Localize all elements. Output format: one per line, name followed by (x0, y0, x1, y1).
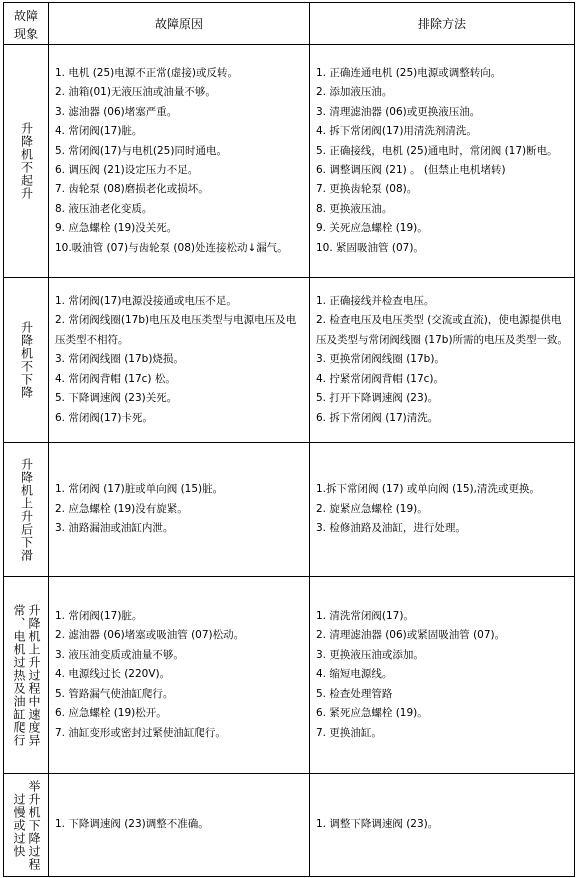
remedy-item: 1.拆下常闭阀 (17) 或单向阀 (15),清洗或更换。 (316, 483, 540, 496)
table-row (4, 577, 575, 774)
cause-cell (49, 278, 310, 443)
cause-item: 3. 常闭阀线圈 (17b)烧损。 (55, 353, 184, 366)
cause-item: 7. 齿轮泵 (08)磨损老化或损坏。 (55, 183, 209, 196)
cause-item: 1. 常闭阀(17)脏。 (55, 610, 143, 623)
cause-item: 2. 油箱(01)无液压油或油量不够。 (55, 86, 216, 99)
cause-cell (49, 45, 310, 278)
cause-item: 5. 管路漏气使油缸爬行。 (55, 687, 174, 700)
remedy-cell (310, 45, 575, 278)
remedy-item: 6. 调整调压阀 (21) 。 (但禁止电机堵转) (316, 164, 506, 176)
header-row (4, 3, 575, 45)
remedy-item: 10. 紧固吸油管 (07)。 (316, 241, 424, 254)
remedy-item: 1. 调整下降调速阀 (23)。 (316, 818, 439, 831)
cause-item: 3. 滤油器 (06)堵塞严重。 (55, 105, 178, 118)
header-remedy: 排除方法 (310, 3, 575, 45)
remedy-cell (310, 278, 575, 443)
remedy-item: 6. 拆下常闭阀 (17)清洗。 (316, 411, 439, 424)
phenomenon-cell (4, 278, 49, 443)
cause-item: 6. 应急螺栓 (19)松开。 (55, 707, 167, 720)
remedy-item: 2. 检查电压及电压类型 (交流或直流)，使电源提供电压及类型与常闭阀线圈 (17b)所需的电压及类型一致。 (316, 314, 569, 346)
phenomenon-text: 过慢或过快 (12, 792, 26, 858)
table-row (4, 278, 575, 443)
cause-item: 9. 应急螺栓 (19)没关死。 (55, 222, 178, 235)
cause-item: 2. 滤油器 (06)堵塞或吸油管 (07)松动。 (55, 629, 245, 642)
cause-item: 1. 常闭阀(17)电源没接通或电压不足。 (55, 295, 237, 308)
remedy-cell (310, 577, 575, 774)
phenomenon-text: 升降机不起升 (19, 122, 34, 200)
phenomenon-text: 举升机下降过程 (27, 779, 41, 871)
cause-cell (49, 443, 310, 577)
phenomenon-text: 升降机上升过程中速度异 (27, 603, 41, 747)
remedy-item: 3. 更换常闭阀线圈 (17b)。 (316, 353, 445, 366)
cause-item: 4. 常闭阀背帽 (17c) 松。 (55, 372, 176, 385)
remedy-item: 2. 添加液压油。 (316, 86, 393, 99)
cause-item: 3. 油路漏油或油缸内泄。 (55, 522, 174, 535)
cause-item: 2. 应急螺栓 (19)没有旋紧。 (55, 502, 188, 515)
cause-cell (49, 774, 310, 877)
phenomenon-text: 升降机上升后下滑 (19, 457, 34, 562)
header-phenomenon (4, 3, 49, 45)
phenomenon-text: 常、电机过热及油缸爬行 (12, 603, 26, 747)
cause-item: 5. 常闭阀(17)与电机(25)同时通电。 (55, 144, 227, 157)
remedy-item: 6. 紧死应急螺栓 (19)。 (316, 707, 428, 720)
cause-item: 1. 电机 (25)电源不正常(虚接)或反转。 (55, 66, 238, 79)
remedy-cell (310, 443, 575, 577)
cause-item: 6. 常闭阀(17)卡死。 (55, 411, 153, 424)
remedy-item: 8. 更换液压油。 (316, 202, 393, 215)
remedy-item: 2. 清理滤油器 (06)或紧固吸油管 (07)。 (316, 629, 506, 642)
cause-item: 2. 常闭阀线圈(17b)电压及电压类型与电源电压及电压类型不相符。 (55, 314, 297, 346)
cause-item: 5. 下降调速阀 (23)关死。 (55, 392, 178, 405)
cause-item: 10.吸油管 (07)与齿轮泵 (08)处连接松动↓漏气。 (55, 241, 288, 254)
cause-item: 8. 液压油老化变质。 (55, 202, 153, 215)
remedy-item: 4. 缩短电源线。 (316, 668, 393, 681)
header-phenomenon-line1: 故障 (13, 8, 38, 23)
remedy-item: 3. 检修油路及油缸，进行处理。 (316, 522, 466, 535)
remedy-cell (310, 774, 575, 877)
remedy-item: 2. 旋紧应急螺栓 (19)。 (316, 502, 428, 515)
remedy-item: 3. 清理滤油器 (06)或更换液压油。 (316, 105, 481, 118)
remedy-item: 5. 检查处理管路 (316, 687, 393, 700)
remedy-item: 7. 更换油缸。 (316, 726, 382, 739)
remedy-item: 1. 正确连通电机 (25)电源或调整转向。 (316, 66, 502, 79)
remedy-item: 9. 关死应急螺栓 (19)。 (316, 222, 428, 235)
cause-item: 6. 调压阀 (21)设定压力不足。 (55, 164, 199, 176)
fault-table (3, 2, 575, 877)
phenomenon-cell (4, 45, 49, 278)
header-cause: 故障原因 (49, 3, 310, 45)
table-row (4, 45, 575, 278)
remedy-item: 1. 正确接线并检查电压。 (316, 295, 435, 308)
cause-item: 7. 油缸变形或密封过紧使油缸爬行。 (55, 726, 226, 739)
cause-item: 1. 常闭阀 (17)脏或单向阀 (15)脏。 (55, 483, 224, 496)
remedy-item: 5. 打开下降调速阀 (23)。 (316, 392, 439, 405)
remedy-item: 7. 更换齿轮泵 (08)。 (316, 183, 418, 196)
remedy-item: 3. 更换液压油或添加。 (316, 648, 424, 661)
remedy-item: 5. 正确接线，电机 (25)通电时，常闭阀 (17)断电。 (316, 144, 558, 157)
header-phenomenon-line2: 现象 (13, 26, 38, 41)
remedy-item: 1. 清洗常闭阀(17)。 (316, 610, 414, 623)
cause-item: 4. 电源线过长 (220V)。 (55, 668, 171, 681)
remedy-item: 4. 拆下常闭阀(17)用清洗剂清洗。 (316, 125, 477, 138)
cause-cell (49, 577, 310, 774)
remedy-item: 4. 拧紧常闭阀背帽 (17c)。 (316, 372, 445, 385)
cause-item: 4. 常闭阀(17)脏。 (55, 125, 143, 138)
table-row (4, 443, 575, 577)
cause-item: 3. 液压油变质或油量不够。 (55, 648, 184, 661)
phenomenon-cell (4, 443, 49, 577)
cause-item: 1. 下降调速阀 (23)调整不准确。 (55, 818, 209, 831)
phenomenon-text: 升降机不下降 (19, 321, 34, 399)
table-row (4, 774, 575, 877)
phenomenon-cell (4, 774, 49, 877)
phenomenon-cell (4, 577, 49, 774)
